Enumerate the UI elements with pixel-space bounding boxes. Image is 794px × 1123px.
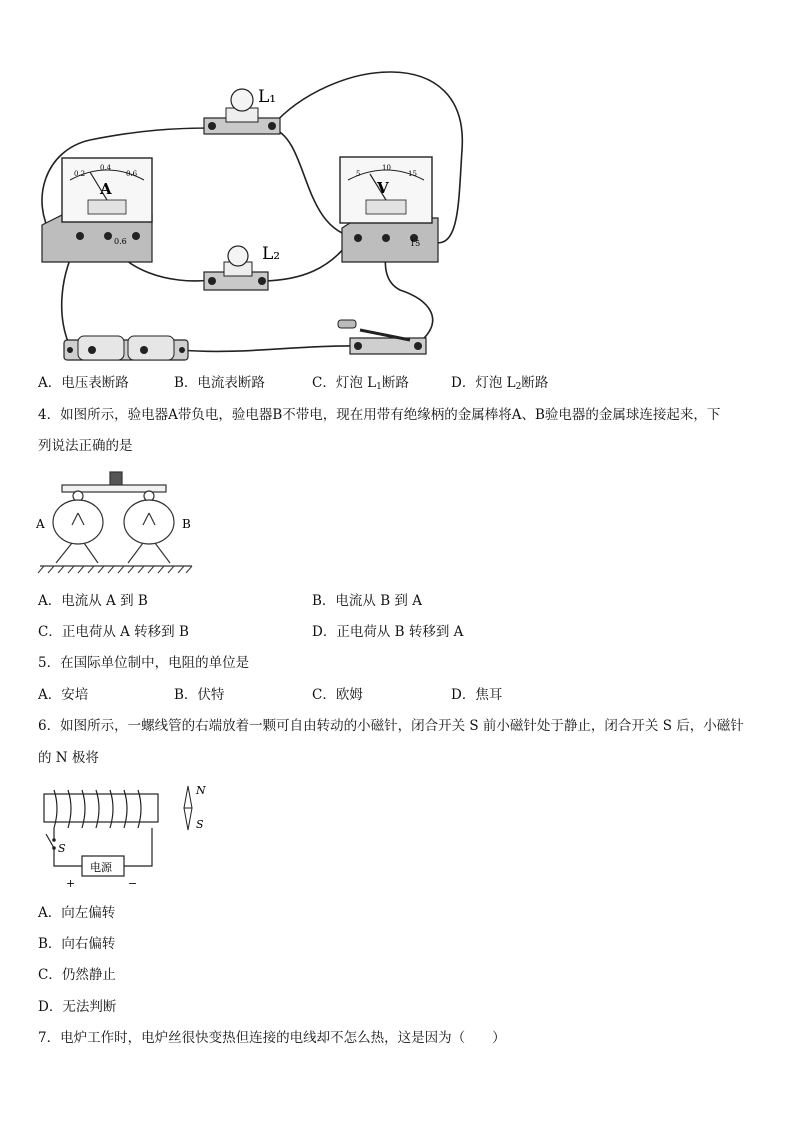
- option-letter: C．: [312, 375, 336, 391]
- q4-stem-line2: 列说法正确的是: [38, 438, 133, 454]
- option-text-after: 断路: [521, 375, 549, 391]
- option-text: 正电荷从 A 转移到 B: [61, 624, 189, 640]
- option-letter: D．: [451, 687, 476, 703]
- option-text: 向左偏转: [61, 905, 116, 921]
- lamp-l1-label: L₁: [258, 87, 277, 107]
- q5-option-b: [174, 686, 224, 704]
- option-text: 伏特: [197, 687, 225, 703]
- option-letter: D．: [38, 999, 63, 1015]
- q7-stem: 7．电炉工作时，电炉丝很快变热但连接的电线却不怎么热，这是因为（ ）: [38, 1030, 506, 1046]
- q5-option-c: [312, 686, 363, 704]
- q6-solenoid-figure: [36, 782, 236, 892]
- option-text: 电流表断路: [197, 375, 265, 391]
- option-letter: B．: [174, 375, 198, 391]
- q5-option-d: [451, 686, 502, 704]
- positive-terminal-label: +: [66, 877, 76, 890]
- q3-option-b: [174, 374, 265, 392]
- option-text: 无法判断: [62, 999, 117, 1015]
- q3-option-d: [451, 374, 548, 396]
- q6-option-a: [38, 904, 115, 922]
- option-text: 仍然静止: [61, 967, 116, 983]
- option-letter: C．: [312, 687, 336, 703]
- option-letter: C．: [38, 624, 62, 640]
- q5-option-a: [38, 686, 88, 704]
- option-text: 正电荷从 B 转移到 A: [336, 624, 464, 640]
- ammeter-scale-3: 0.6: [126, 170, 138, 178]
- q4-stem-line1: 4．如图所示，验电器A带负电，验电器B不带电，现在用带有绝缘柄的金属棒将A、B验电器的金属球连接起来，下: [38, 407, 721, 423]
- option-text: 灯泡 L: [335, 375, 377, 391]
- lamp-l2: [204, 246, 268, 290]
- needle-s-label: S: [196, 818, 204, 831]
- option-text: 电流从 B 到 A: [335, 593, 422, 609]
- option-letter: A．: [38, 905, 62, 921]
- q3-option-c: [312, 374, 409, 396]
- option-text: 安培: [61, 687, 89, 703]
- ammeter-symbol: A: [100, 180, 112, 198]
- switch-s-label: S: [58, 842, 66, 855]
- option-letter: A．: [38, 375, 62, 391]
- option-text: 欧姆: [335, 687, 363, 703]
- q4-electroscope-figure: [36, 468, 196, 578]
- option-text-after: 断路: [381, 375, 409, 391]
- power-source-label: 电源: [90, 861, 112, 874]
- voltmeter-scale-1: 5: [356, 170, 361, 178]
- q3-option-a: [38, 374, 129, 392]
- voltmeter-symbol: V: [377, 179, 389, 197]
- option-text: 焦耳: [475, 687, 503, 703]
- q4-option-a: [38, 592, 148, 610]
- option-text: 灯泡 L: [475, 375, 516, 391]
- option-subscript: 1: [376, 382, 382, 392]
- q6-stem-line1: 6．如图所示，一螺线管的右端放着一颗可自由转动的小磁针，闭合开关 S 前小磁针处于静止，闭合开关 S 后，小磁针: [38, 718, 744, 734]
- option-text: 向右偏转: [61, 936, 116, 952]
- q6-option-d: [38, 998, 116, 1016]
- voltmeter-terminal-label: 15: [410, 239, 421, 248]
- voltmeter-scale-2: 10: [382, 164, 391, 172]
- option-letter: D．: [312, 624, 337, 640]
- electroscope-b-label: B: [182, 517, 191, 531]
- battery: [64, 336, 188, 360]
- q4-option-b: [312, 592, 422, 610]
- needle-n-label: N: [196, 784, 206, 797]
- voltmeter-scale-3: 15: [408, 170, 417, 178]
- option-letter: A．: [38, 593, 62, 609]
- option-letter: B．: [312, 593, 336, 609]
- option-letter: C．: [38, 967, 62, 983]
- switch: [338, 320, 426, 354]
- option-text: 电压表断路: [61, 375, 129, 391]
- q6-option-b: [38, 935, 115, 953]
- wire-battery-to-switch: [180, 346, 355, 351]
- electroscope-a-label: A: [36, 517, 45, 531]
- option-letter: D．: [451, 375, 476, 391]
- option-subscript: 2: [515, 382, 522, 392]
- ammeter-scale-2: 0.4: [100, 164, 112, 172]
- q3-circuit-figure: [0, 0, 794, 370]
- ammeter-terminal-label: 0.6: [114, 237, 127, 246]
- option-letter: B．: [38, 936, 62, 952]
- ammeter-scale-1: 0.2: [74, 170, 86, 178]
- q4-option-c: [38, 623, 189, 641]
- q6-option-c: [38, 966, 116, 984]
- option-letter: B．: [174, 687, 198, 703]
- lamp-l2-label: L₂: [262, 244, 281, 264]
- q5-stem: 5．在国际单位制中，电阻的单位是: [38, 655, 250, 671]
- q4-option-d: [312, 623, 463, 641]
- voltmeter: [340, 157, 438, 262]
- option-text: 电流从 A 到 B: [61, 593, 148, 609]
- negative-terminal-label: −: [128, 877, 138, 890]
- q6-stem-line2: 的 N 极将: [38, 750, 99, 766]
- option-letter: A．: [38, 687, 62, 703]
- compass-needle: [184, 786, 192, 830]
